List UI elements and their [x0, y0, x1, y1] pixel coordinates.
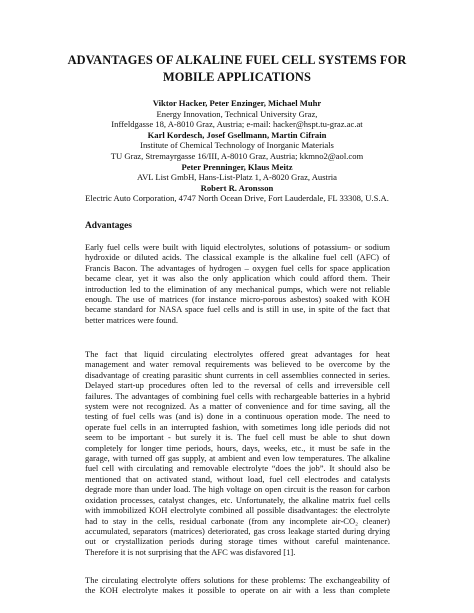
author-names: Karl Kordesch, Josef Gsellmann, Martin Cifrain: [147, 129, 327, 140]
text-line: better matrices were found.: [85, 314, 178, 325]
affiliation-line: AVL List GmbH, Hans-List-Platz 1, A-8020 Graz, Austria: [136, 172, 338, 183]
text-line: Early fuel cells were built with liquid electrolytes, solutions of potassium- or sodium: [85, 242, 390, 252]
text-line: oxidation processes, catalyst changes, etc. Unfortunately, the alkaline matrix fuel cells: [85, 494, 390, 505]
text-line: hydroxide or diluted acids. The classical example is the alkaline fuel cell (AFC) of: [85, 252, 390, 263]
affiliation-line: Electric Auto Corporation, 4747 North Ocean Drive, Fort Lauderdale, FL 33308, U.S.A.: [85, 193, 389, 204]
text-line: operate fuel cells in an interrupted fashion, with sometimes long idle periods did not: [85, 421, 390, 432]
text-line: mentioned that on activated stand, without load, fuel cell electrodes and catalysts: [85, 473, 390, 484]
affiliation-line: Institute of Chemical Technology of Inorganic Materials: [140, 140, 334, 151]
text-line: became clear, yet it was also the only application which could afford them. Their: [85, 273, 390, 284]
author-group: [20, 162, 454, 183]
author-group: [20, 130, 454, 162]
text-line: Francis Bacon. The advantages of hydrogen – oxygen fuel cells for space application: [85, 262, 390, 273]
text-line: system were not recognized. As a matter of convenience and for time saving, all the: [85, 401, 390, 412]
text-line: garage, with turned off gas supply, at ambient and even low temperatures. The alkaline: [85, 453, 390, 464]
text-line: seem to be important - but surely it is. The fuel cell must be able to shut down: [85, 432, 390, 443]
text-line: the KOH electrolyte makes it possible to operate on air with a less than complete: [85, 585, 390, 596]
text-line: had to stay in the cells, residual carbonate (from any incomplete air-CO₂ cleaner): [85, 515, 390, 526]
body-paragraph: [85, 575, 390, 596]
text-line: introduction led to the elimination of any mechanical pumps, which were not reliable: [85, 283, 390, 294]
text-line: testing of fuel cells was (and is) done in a continuous operation mode. The need to: [85, 411, 390, 422]
text-line: Therefore it is not surprising that the AFC was disfavored [1].: [85, 546, 296, 557]
author-names: Robert R. Aronsson: [200, 182, 274, 193]
body-paragraph: [85, 242, 390, 325]
section-heading: Advantages: [85, 221, 132, 231]
text-line: fuel cell with circulating and removable electrolyte “does the job”. It should also be: [85, 463, 390, 474]
author-names: Viktor Hacker, Peter Enzinger, Michael Muhr: [152, 98, 322, 108]
text-line: enough. The use of matrices (for instance micro-porous asbestos) soaked with KOH: [85, 294, 390, 305]
text-line: completely for longer time periods, hours, days, weeks, etc., it must be safe in the: [85, 442, 390, 453]
affiliation-line: Energy Innovation, Technical University Graz,: [156, 108, 318, 119]
text-line: out or crystallization periods during storage times without careful maintenance.: [85, 536, 390, 547]
paper-title: [40, 52, 434, 86]
text-line: disadvantage of creating parasitic shunt currents in cell assemblies connected in series.: [85, 369, 390, 380]
affiliation-line: TU Graz, Stremayrgasse 16/III, A-8010 Graz, Austria; kkmno2@aol.com: [110, 150, 364, 161]
body-paragraph: [85, 349, 390, 557]
affiliation-line: Inffeldgasse 18, A-8010 Graz, Austria; e-mail: hacker@hspt.tu-graz.ac.at: [111, 119, 363, 130]
text-line: with immobilized KOH electrolyte combined all possible disadvantages: the electrolyte: [85, 505, 390, 516]
author-group: [20, 183, 454, 204]
text-line: degrade more than under load. The high voltage on open circuit is the reason for carbon: [85, 484, 390, 495]
title-line: MOBILE APPLICATIONS: [163, 70, 311, 84]
author-block: [20, 98, 454, 204]
text-line: The fact that liquid circulating electrolytes offered great advantages for heat: [85, 349, 390, 359]
text-line: became standard for NASA space fuel cells and is still in use, in spite of the fact that: [85, 304, 390, 315]
author-group: [20, 98, 454, 130]
text-line: Delayed start-up procedures often led to the reversal of cells and irreversible cell: [85, 380, 390, 391]
text-line: failures. The advantages of combining fuel cells with rechargeable batteries in a hybrid: [85, 390, 390, 401]
text-line: accumulated, separators (matrices) deteriorated, gas cross leakage started during drying: [85, 525, 390, 536]
title-line: ADVANTAGES OF ALKALINE FUEL CELL SYSTEMS FOR: [67, 53, 407, 67]
text-line: The circulating electrolyte offers solutions for these problems: The exchangeability of: [85, 575, 390, 585]
author-names: Peter Prenninger, Klaus Meitz: [181, 161, 293, 172]
text-line: management and water removal requirements was believed to be overcome by the: [85, 359, 390, 370]
